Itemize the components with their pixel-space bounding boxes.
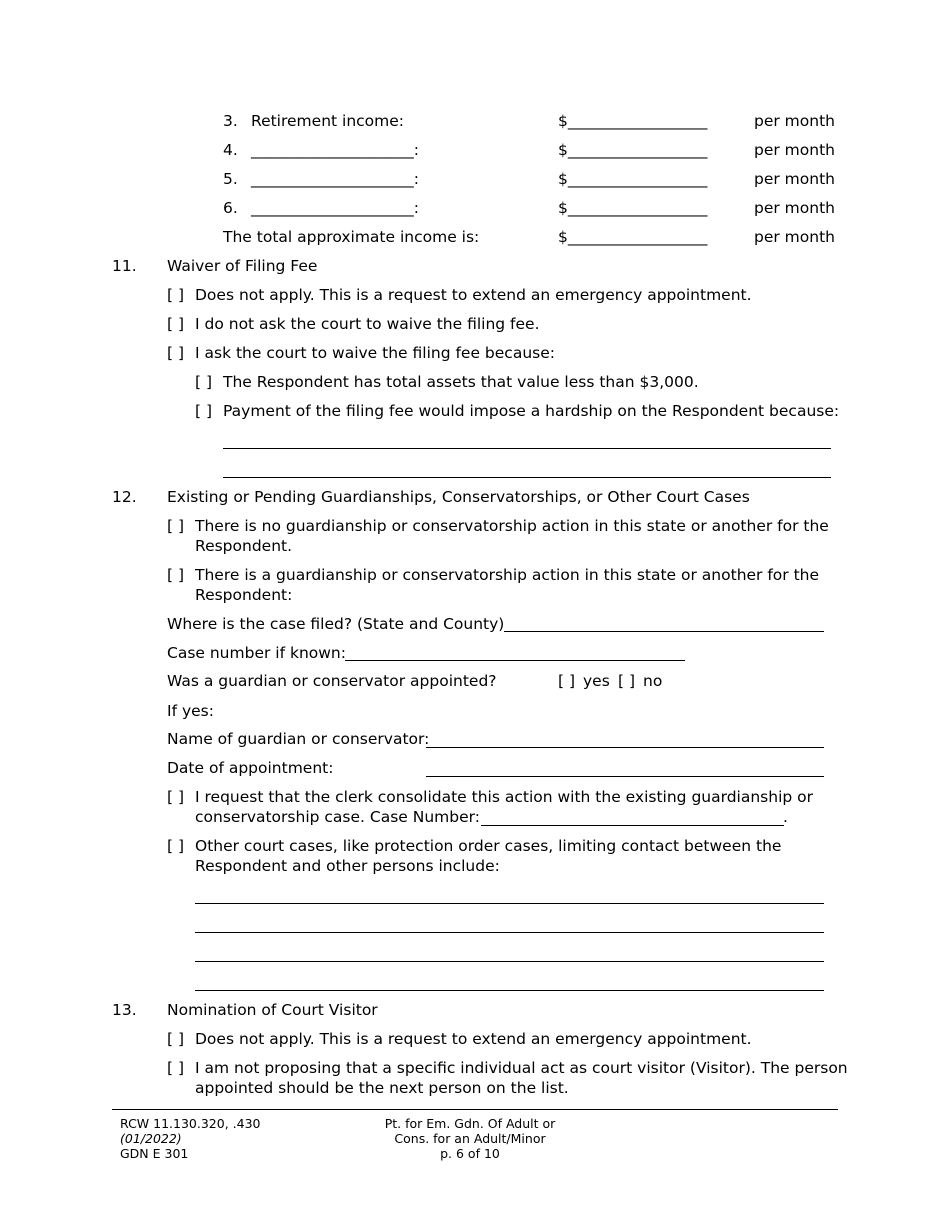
option-label: I ask the court to waive the filing fee because:: [195, 344, 555, 362]
income-row-unit: per month: [754, 141, 835, 159]
checkbox[interactable]: [ ]: [167, 315, 185, 333]
income-row-unit: per month: [754, 112, 835, 130]
option-label: I am not proposing that a specific individual act as court visitor (Visitor). The person: [195, 1059, 848, 1077]
other-cases-line[interactable]: [195, 961, 824, 962]
other-cases-line[interactable]: [195, 903, 824, 904]
where-filed-label: Where is the case filed? (State and County): [167, 615, 505, 633]
footer-form-number: GDN E 301: [120, 1146, 189, 1161]
option-label: Respondent and other persons include:: [195, 857, 500, 875]
other-cases-line[interactable]: [195, 932, 824, 933]
where-filed-field[interactable]: [504, 631, 824, 632]
income-row-amount[interactable]: $__________________: [558, 199, 708, 217]
income-row-unit: per month: [754, 199, 835, 217]
income-row-amount[interactable]: $__________________: [558, 141, 708, 159]
income-row-label[interactable]: _____________________:: [251, 199, 419, 217]
checkbox[interactable]: [ ]: [167, 788, 185, 806]
other-cases-line[interactable]: [195, 990, 824, 991]
yes-label: yes: [583, 672, 610, 690]
income-row-unit: per month: [754, 170, 835, 188]
income-row-label: Retirement income:: [251, 112, 405, 130]
footer-title: Cons. for an Adult/Minor: [394, 1131, 546, 1146]
checkbox[interactable]: [ ]: [167, 837, 185, 855]
income-row-num: 5.: [223, 170, 238, 188]
section-title: Nomination of Court Visitor: [167, 1001, 378, 1019]
income-row-label[interactable]: _____________________:: [251, 170, 419, 188]
case-number-label: Case number if known:: [167, 644, 346, 662]
option-label: There is a guardianship or conservatorship action in this state or another for the: [195, 566, 820, 584]
income-row-num: 6.: [223, 199, 238, 217]
option-label: There is no guardianship or conservatorship action in this state or another for the: [195, 517, 829, 535]
guardian-name-field[interactable]: [426, 747, 824, 748]
checkbox[interactable]: [ ]: [167, 1059, 185, 1077]
yes-checkbox[interactable]: [ ]: [558, 672, 576, 690]
income-total-amount[interactable]: $__________________: [558, 228, 708, 246]
section-title: Waiver of Filing Fee: [167, 257, 318, 275]
income-row-num: 3.: [223, 112, 238, 130]
appointment-date-label: Date of appointment:: [167, 759, 334, 777]
income-row-amount[interactable]: $__________________: [558, 112, 708, 130]
income-row-label[interactable]: _____________________:: [251, 141, 419, 159]
no-label: no: [643, 672, 663, 690]
income-total-label: The total approximate income is:: [223, 228, 480, 246]
option-label: Payment of the filing fee would impose a hardship on the Respondent because:: [223, 402, 840, 420]
option-label: The Respondent has total assets that value less than $3,000.: [223, 373, 699, 391]
footer-page-number: p. 6 of 10: [440, 1146, 500, 1161]
footer-rcw: RCW 11.130.320, .430: [120, 1116, 261, 1131]
checkbox[interactable]: [ ]: [195, 402, 213, 420]
income-total-unit: per month: [754, 228, 835, 246]
period: .: [783, 808, 788, 826]
checkbox[interactable]: [ ]: [167, 517, 185, 535]
checkbox[interactable]: [ ]: [167, 344, 185, 362]
option-label: Other court cases, like protection order cases, limiting contact between the: [195, 837, 782, 855]
checkbox[interactable]: [ ]: [167, 1030, 185, 1048]
if-yes-label: If yes:: [167, 702, 214, 720]
section-number: 11.: [112, 257, 137, 275]
income-row-num: 4.: [223, 141, 238, 159]
option-label: I request that the clerk consolidate this action with the existing guardianship or: [195, 788, 814, 806]
option-label: Does not apply. This is a request to extend an emergency appointment.: [195, 1030, 752, 1048]
hardship-line[interactable]: [223, 477, 831, 478]
option-label: I do not ask the court to waive the filing fee.: [195, 315, 540, 333]
section-title: Existing or Pending Guardianships, Conservatorships, or Other Court Cases: [167, 488, 750, 506]
section-number: 13.: [112, 1001, 137, 1019]
option-label: Does not apply. This is a request to extend an emergency appointment.: [195, 286, 752, 304]
section-number: 12.: [112, 488, 137, 506]
checkbox[interactable]: [ ]: [167, 286, 185, 304]
footer-date: (01/2022): [120, 1131, 182, 1146]
case-number-field[interactable]: [345, 660, 685, 661]
hardship-line[interactable]: [223, 448, 831, 449]
no-checkbox[interactable]: [ ]: [618, 672, 636, 690]
option-label: conservatorship case. Case Number:: [195, 808, 480, 826]
income-row-amount[interactable]: $__________________: [558, 170, 708, 188]
appointed-label: Was a guardian or conservator appointed?: [167, 672, 497, 690]
footer-title: Pt. for Em. Gdn. Of Adult or: [384, 1116, 556, 1131]
checkbox[interactable]: [ ]: [195, 373, 213, 391]
guardian-name-label: Name of guardian or conservator:: [167, 730, 430, 748]
footer-divider: [112, 1109, 838, 1110]
option-label: Respondent:: [195, 586, 293, 604]
appointment-date-field[interactable]: [426, 776, 824, 777]
checkbox[interactable]: [ ]: [167, 566, 185, 584]
consolidate-case-number-field[interactable]: [481, 825, 784, 826]
option-label: Respondent.: [195, 537, 293, 555]
option-label: appointed should be the next person on the list.: [195, 1079, 569, 1097]
